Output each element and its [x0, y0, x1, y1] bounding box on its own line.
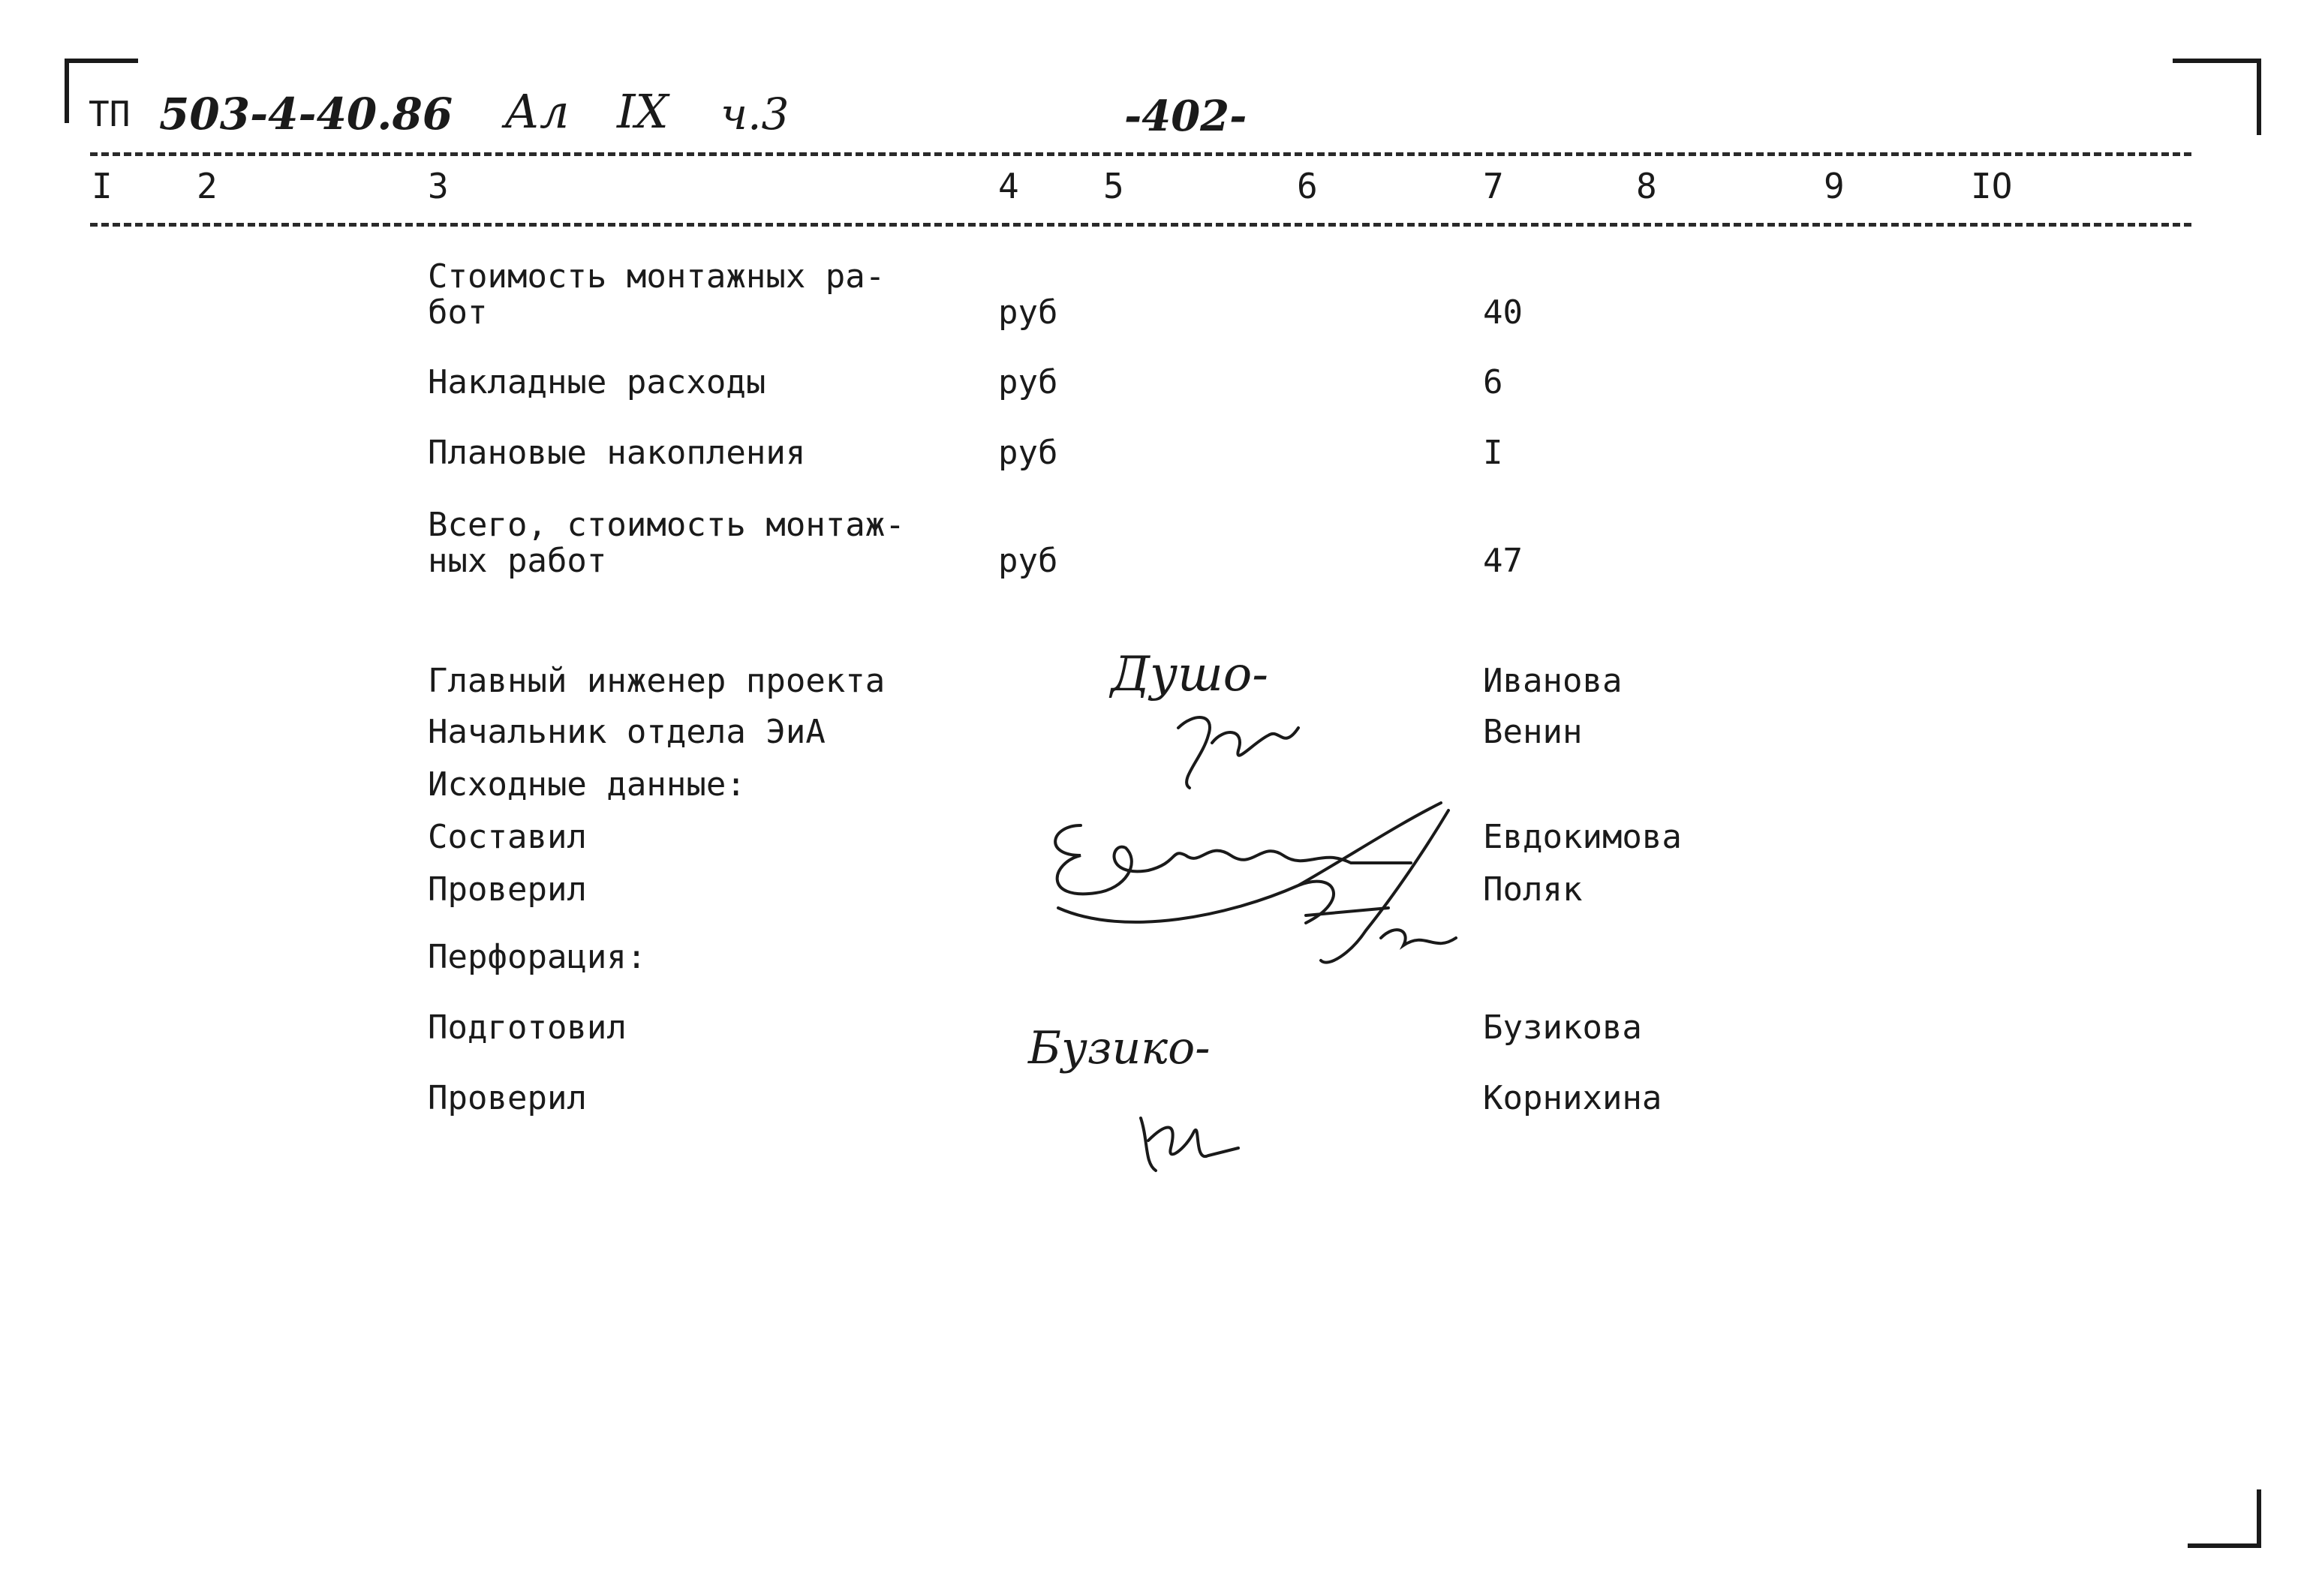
- row-label: Всего, стоимость монтаж-: [428, 506, 905, 544]
- role-checked-1: Проверил: [428, 870, 587, 909]
- part-label: ч.3: [720, 89, 790, 140]
- column-number: 5: [1103, 166, 1124, 206]
- column-number: 9: [1824, 166, 1845, 206]
- row-unit: руб: [998, 293, 1058, 332]
- column-number: 2: [197, 166, 218, 206]
- name-compiled: Евдокимова: [1483, 818, 1682, 856]
- handwritten-signature-checked-1: [1276, 803, 1471, 975]
- row-value: 40: [1483, 293, 1523, 332]
- column-number: 7: [1483, 166, 1504, 206]
- column-number: 8: [1636, 166, 1657, 206]
- role-compiled: Составил: [428, 818, 587, 856]
- page-number: -402-: [1124, 92, 1247, 141]
- handwritten-signature-prepared: Бузико-: [1028, 1022, 1211, 1075]
- column-number: 6: [1297, 166, 1318, 206]
- row-value: I: [1483, 434, 1503, 472]
- role-checked-2: Проверил: [428, 1079, 587, 1117]
- row-label: бот: [428, 293, 488, 332]
- column-number: I: [92, 166, 113, 206]
- row-unit: руб: [998, 542, 1058, 580]
- column-header-top-rule: [90, 152, 2191, 156]
- column-number: 3: [428, 166, 449, 206]
- source-data-heading: Исходные данные:: [428, 765, 746, 804]
- volume-label: IX: [617, 84, 669, 139]
- row-label: Стоимость монтажных ра-: [428, 257, 886, 296]
- role-chief-engineer: Главный инженер проекта: [428, 662, 886, 700]
- name-checked-1: Поляк: [1483, 870, 1583, 909]
- corner-bracket-bottom-right: [2188, 1489, 2261, 1548]
- column-header-bottom-rule: [90, 223, 2191, 227]
- handwritten-signature-chief: Душо-: [1111, 647, 1268, 702]
- album-label: Ал: [504, 84, 570, 139]
- row-value: 47: [1483, 542, 1523, 580]
- name-checked-2: Корнихина: [1483, 1079, 1662, 1117]
- doc-type: ТП: [89, 94, 131, 134]
- role-dept-head: Начальник отдела ЭиА: [428, 713, 826, 751]
- column-number: IO: [1971, 166, 2013, 206]
- name-chief-engineer: Иванова: [1483, 662, 1623, 700]
- row-label: Накладные расходы: [428, 363, 766, 401]
- name-prepared: Бузикова: [1483, 1008, 1642, 1047]
- row-label: ных работ: [428, 542, 607, 580]
- row-unit: руб: [998, 434, 1058, 472]
- row-label: Плановые накопления: [428, 434, 806, 472]
- doc-number: 503-4-40.86: [159, 89, 453, 140]
- handwritten-signature-checked-2: [1126, 1096, 1246, 1178]
- corner-bracket-top-right: [2173, 59, 2261, 135]
- row-unit: руб: [998, 363, 1058, 401]
- handwritten-signature-dept-head: [1148, 705, 1313, 795]
- role-prepared: Подготовил: [428, 1008, 627, 1047]
- row-value: 6: [1483, 363, 1503, 401]
- column-number: 4: [998, 166, 1019, 206]
- perforation-heading: Перфорация:: [428, 938, 647, 976]
- name-dept-head: Венин: [1483, 713, 1583, 751]
